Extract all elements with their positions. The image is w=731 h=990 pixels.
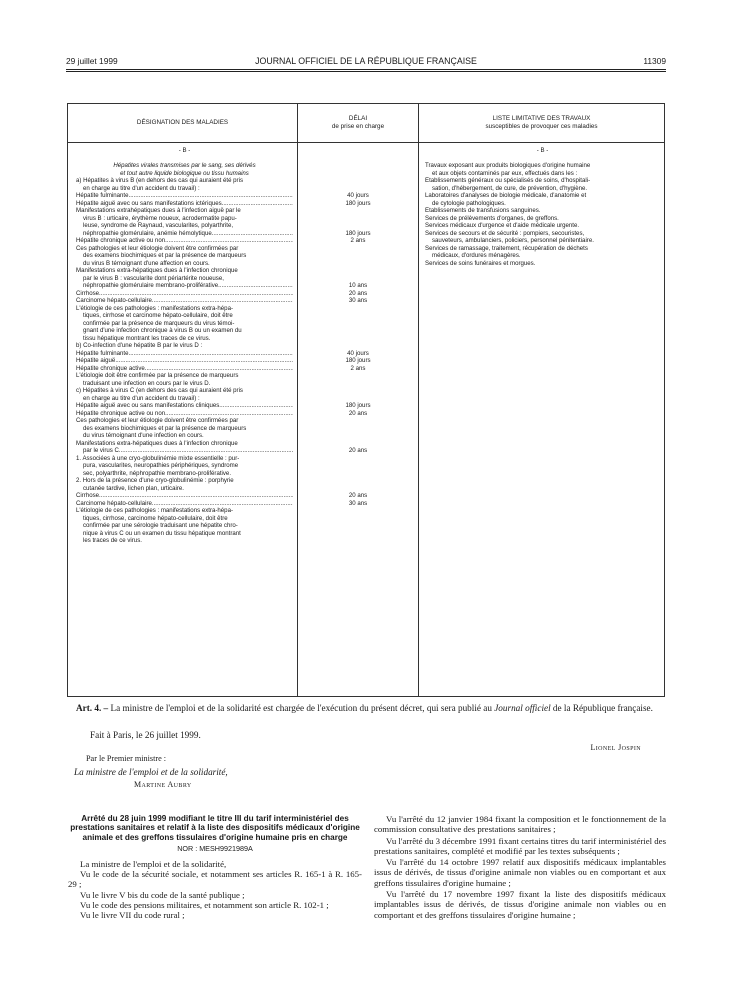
designation-line: gnant d'une infection chronique à virus B ou un examen du: [83, 327, 242, 334]
designation-line: a) Hépatites à virus B (en dehors des cas qui auraient été pris: [76, 177, 243, 184]
article-4: [76, 703, 666, 714]
designation-line: Manifestations extra-hépatiques dues à l'infection chronique: [76, 267, 238, 274]
designation-line: L'étiologie de ces pathologies : manifestations extra-hépa-: [76, 304, 233, 312]
designation-line: du virus B témoignant d'une affection en cours.: [83, 259, 210, 267]
travaux-line: Laboratoires d'analyses de biologie médicale, d'anatomie et: [425, 192, 587, 199]
designation-line: Manifestations extra-hépatiques dues à l'infection chronique: [76, 439, 238, 447]
delai-line: [298, 155, 418, 163]
delai-line: [298, 440, 418, 448]
travaux-line: médicaux, d'ordures ménagères.: [432, 252, 521, 259]
delai-line: [298, 342, 418, 350]
designation-line: Hépatites virales transmises par le sang, ses dérivés: [113, 162, 256, 169]
designation-line: néphropathie glomérulaire, anémie hémolytique .....: [76, 230, 293, 238]
delai-line: [298, 455, 418, 463]
designation-line: L'étiologie doit être confirmée par la présence de marqueurs: [76, 372, 239, 379]
delai-line: 20 ans: [348, 289, 368, 297]
designation-line: c) Hépatites à virus C (en dehors des cas qui auraient été pris: [76, 387, 243, 394]
delai-line: [298, 470, 418, 478]
travaux-line: de cytologie pathologiques.: [432, 199, 506, 207]
designation-line: les traces de ce virus.: [83, 537, 142, 544]
arrete-paragraph: Vu l'arrêté du 14 octobre 1997 relatif aux dispositifs médicaux implantables issus de dérivés, de tissus d'origine animale non viables ou en comportant et aux greffons tissulaires d'origine humaine ;: [374, 857, 666, 888]
header-rule-2: [66, 71, 666, 72]
delai-line: 180 jours: [345, 199, 371, 207]
delai-line: 20 ans: [348, 447, 368, 454]
col-header-delai: DÉLAI de prise en charge: [298, 104, 419, 143]
travaux-line: sation, d'hébergement, de cure, de prévention, d'hygiène.: [432, 184, 588, 192]
delai-line: [298, 275, 418, 283]
designation-line: Ces pathologies et leur étiologie doivent être confirmées par: [76, 244, 239, 252]
delai-line: [298, 185, 418, 193]
designation-line: tissu hépatique montrant les traces de ce virus.: [83, 334, 211, 342]
designation-line: virus B : urticaire, érythème noueux, acrodermatite papu-: [83, 214, 237, 222]
travaux-line: Services de soins funéraires et morgues.: [425, 259, 536, 267]
delai-line: 30 ans: [348, 499, 368, 507]
designation-line: Hépatite chronique active ou non .....: [76, 410, 293, 418]
delai-line: [298, 312, 418, 320]
designation-line: en charge au titre d'un accident du travail) :: [83, 184, 200, 192]
delai-line: [298, 267, 418, 275]
delai-line: [298, 372, 418, 380]
designation-line: b) Co-infection d'une hépatite B par le virus D :: [76, 342, 203, 349]
arrete-paragraph: Vu l'arrêté du 12 janvier 1984 fixant la composition et le fonctionnement de la commission consultative des prestations sanitaires ;: [374, 814, 666, 835]
designation-line: par le virus C .....: [76, 447, 293, 455]
designation-line: Hépatite aiguë .....: [76, 357, 293, 365]
designation-line: en charge au titre d'un accident du travail) :: [83, 394, 200, 402]
designation-line: traduisant une infection en cours par le virus D.: [83, 379, 211, 387]
arrete-paragraph: Vu le livre VII du code rural ;: [80, 910, 185, 921]
designation-line: Hépatite chronique active .....: [76, 365, 293, 373]
arrete-nor: NOR : MESH9921989A: [177, 843, 253, 853]
header-journal-title: JOURNAL OFFICIEL DE LA RÉPUBLIQUE FRANÇAISE: [255, 56, 477, 66]
delai-line: [298, 215, 418, 223]
par-le-premier-ministre: Par le Premier ministre :: [86, 754, 167, 763]
disease-table: [67, 103, 665, 697]
designation-line: Hépatite aiguë avec ou sans manifestations ictériques .....: [76, 200, 293, 208]
header-date: 29 juillet 1999: [66, 56, 118, 66]
travaux-line: Travaux exposant aux produits biologiques d'origine humaine: [425, 162, 591, 169]
col-header-designation: DÉSIGNATION DES MALADIES: [68, 104, 298, 143]
delai-line: [298, 477, 418, 485]
designation-line: Carcinome hépato-cellulaire .....: [76, 297, 293, 305]
delai-line: [298, 335, 418, 343]
delai-line: 40 jours: [347, 349, 369, 357]
delai-line: [298, 305, 418, 313]
delai-line: [298, 162, 418, 170]
designation-line: Hépatite chronique active ou non .....: [76, 237, 293, 245]
designation-line: des examens biochimiques et par la présence de marqueurs: [83, 252, 247, 259]
designation-line: Ces pathologies et leur étiologie doivent être confirmées par: [76, 417, 239, 424]
delai-line: [298, 425, 418, 433]
designation-line: néphropathie glomérulaire membrano-proliférative .....: [76, 282, 293, 290]
delai-line: [298, 170, 418, 178]
delai-line: 180 jours: [345, 229, 371, 237]
header-rule: [66, 69, 666, 70]
designation-line: 1. Associées à une cryo-globulinémie mixte essentielle : pur-: [76, 454, 240, 462]
designation-line: L'étiologie de ces pathologies : manifestations extra-hépa-: [76, 507, 233, 514]
designation-line: tiques, cirrhose, carcinome hépato-cellulaire, doit être: [83, 514, 228, 522]
arrete-paragraph: Vu le code des pensions militaires, et notamment son article R. 102-1 ;: [80, 900, 329, 911]
delai-line: [298, 207, 418, 215]
travaux-line: Services de ramassage, traitement, récupération de déchets: [425, 244, 588, 252]
delai-line: 40 jours: [347, 192, 369, 199]
travaux-line: sauveteurs, ambulanciers, policiers, personnel pénitentiaire.: [432, 237, 594, 244]
header-page-number: 11309: [643, 56, 666, 66]
arrete-paragraph: La ministre de l'emploi et de la solidarité,: [80, 858, 227, 869]
designation-line: des examens biochimiques et par la présence de marqueurs: [83, 424, 247, 432]
article-italic: Journal officiel: [494, 703, 551, 713]
travaux-line: Services médicaux d'urgence et d'aide médicale urgente.: [425, 222, 580, 229]
travaux-line: et aux objets contaminés par eux, effectués dans les :: [432, 169, 578, 177]
delai-line: [298, 395, 418, 403]
designation-line: leuse, syndrome de Raynaud, vascularites, polyarthrite,: [83, 222, 234, 229]
designation-line: cutanée tardive, lichen plan, urticaire.: [83, 484, 184, 492]
designation-line: Carcinome hépato-cellulaire .....: [76, 500, 293, 508]
arrete-paragraph: Vu le livre V bis du code de la santé publique ;: [80, 889, 245, 900]
designation-line: Cirrhose .....: [76, 492, 293, 500]
travaux-line: Services de prélèvements d'organes, de greffons.: [425, 214, 559, 222]
designation-line: pura, vascularites, neuropathies périphériques, syndrome: [83, 462, 239, 469]
delai-line: [298, 462, 418, 470]
article-label: Art. 4. –: [76, 703, 109, 713]
designation-line: par le virus B : vascularite dont périartérite noueuse,: [83, 274, 224, 282]
delai-line: [298, 417, 418, 425]
fait-a-paris: Fait à Paris, le 26 juillet 1999.: [90, 730, 201, 740]
delai-line: 20 ans: [348, 492, 368, 499]
delai-line: [298, 260, 418, 268]
travaux-line: Etablissements généraux ou spécialisés de soins, d'hospitali-: [425, 177, 591, 184]
arrete-title: Arrêté du 28 juin 1999 modifiant le titre III du tarif interministériel des prestations sanitaires et relatif à la liste des dispositifs médicaux d'origine animale et des greffons tissulaires d'origine humaine pris en charge: [70, 814, 360, 842]
delai-line: [298, 432, 418, 440]
designation-line: - B -: [178, 147, 191, 154]
delai-line: [298, 320, 418, 328]
running-header: [66, 56, 666, 68]
arrete-left-column: [68, 814, 362, 921]
designation-line: 2. Hors de la présence d'une cryo-globulinémie : porphyrie: [76, 477, 234, 484]
delai-line: [298, 177, 418, 185]
designation-line: [76, 155, 293, 163]
delai-line: [298, 147, 418, 155]
delai-line: [298, 327, 418, 335]
designation-line: du virus témoignant d'une infection en cours.: [83, 432, 204, 439]
travaux-line: Services de secours et de sécurité : pompiers, secouristes,: [425, 229, 585, 237]
arrete-paragraph: Vu l'arrêté du 17 novembre 1997 fixant la liste des dispositifs médicaux implantables issus de dérivés, de tissus d'origine animale non viables ou en comportant et des greffons tissulaires d'origine humaine ;: [374, 889, 666, 920]
arrete-paragraph: Vu l'arrêté du 3 décembre 1991 fixant certains titres du tarif interministériel des prestations sanitaires, complété et modifié par les textes subséquents ;: [374, 835, 667, 856]
delai-line: 30 ans: [348, 297, 368, 304]
article-text-2: de la République française.: [550, 703, 653, 713]
designation-line: nique à virus C ou un examen du tissu hépatique montrant: [83, 529, 241, 537]
designation-line: Hépatite fulminante .....: [76, 192, 293, 200]
delai-line: 2 ans: [350, 364, 366, 372]
delai-line: [298, 222, 418, 230]
designation-line: confirmée par une sérologie traduisant une hépatite chro-: [83, 522, 238, 529]
designation-line: Manifestations extrahépatiques dues à l'infection aiguë par le: [76, 207, 241, 214]
article-text-1: La ministre de l'emploi et de la solidarité est chargée de l'exécution du présent décret, qui sera publié au: [108, 703, 495, 713]
delai-line: 2 ans: [350, 237, 366, 244]
designation-line: Cirrhose .....: [76, 290, 293, 298]
signatory-prime-minister: Lionel Jospin: [590, 743, 641, 752]
delai-line: [298, 380, 418, 388]
travaux-line: - B -: [536, 147, 549, 154]
arrete-right-column: [374, 814, 666, 920]
delai-column: [298, 143, 419, 697]
travaux-line: [425, 155, 660, 163]
designation-column: [68, 143, 298, 697]
delai-line: 180 jours: [345, 357, 371, 364]
delai-line: [298, 387, 418, 395]
delai-line: 180 jours: [345, 402, 371, 409]
travaux-column: [419, 143, 665, 697]
arrete-paragraph: Vu le code de la sécurité sociale, et notamment ses articles R. 165-1 à R. 165-29 ;: [68, 869, 362, 890]
designation-line: confirmée par la présence de marqueurs du virus témoi-: [83, 319, 235, 327]
designation-line: sec, polyarthrite, néphropathie membrano-proliférative.: [83, 469, 232, 477]
minister-title: La ministre de l'emploi et de la solidarité,: [74, 767, 228, 777]
designation-line: Hépatite fulminante .....: [76, 350, 293, 358]
delai-line: 20 ans: [348, 409, 368, 417]
signatory-minister: Martine Aubry: [134, 780, 192, 789]
delai-line: [298, 485, 418, 493]
col-header-travaux: LISTE LIMITATIVE DES TRAVAUX susceptibles de provoquer ces maladies: [419, 104, 665, 143]
travaux-line: Etablissements de transfusions sanguines.: [425, 207, 541, 214]
designation-line: Hépatite aiguë avec ou sans manifestations cliniques .....: [76, 402, 293, 410]
delai-line: [298, 252, 418, 260]
designation-line: et tout autre liquide biologique ou tissu humains: [120, 169, 249, 177]
designation-line: tiques, cirrhose et carcinome hépato-cellulaire, doit être: [83, 312, 233, 319]
delai-line: [298, 245, 418, 253]
delai-line: 10 ans: [348, 282, 368, 289]
